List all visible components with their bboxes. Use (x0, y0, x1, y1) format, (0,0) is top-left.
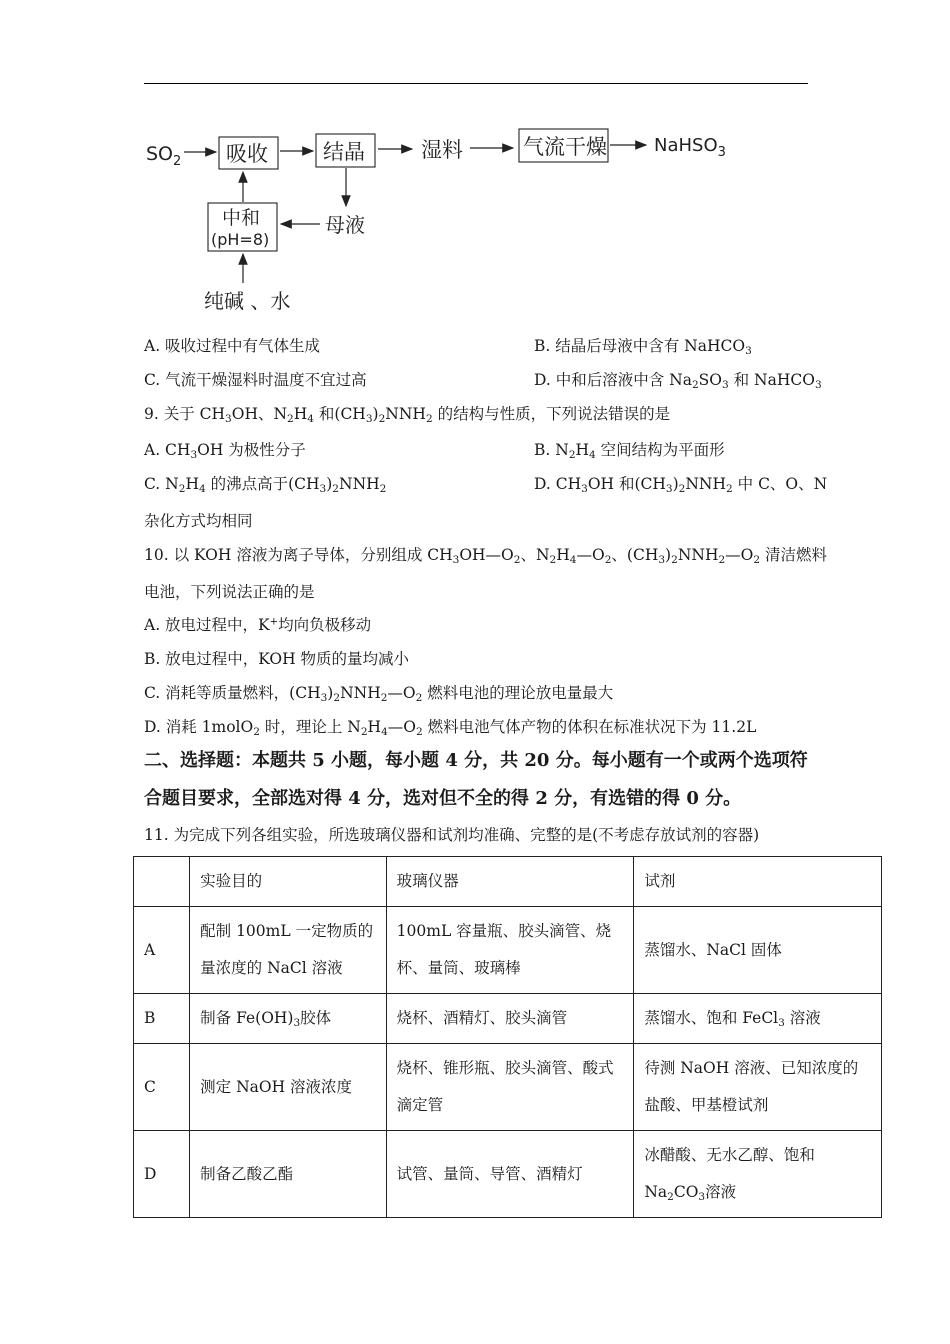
header-cell: 试剂 (634, 857, 882, 907)
q9-option-d: D. $CH_3OH$ 和$(CH_3)_2NNH_2$ 中 C、O、N (534, 475, 828, 495)
header-cell (134, 857, 190, 907)
absorb-label: 吸收 (226, 142, 268, 166)
q9-option-b: B. $N_2H_4$ 空间结构为平面形 (534, 441, 725, 461)
q9-option-d-cont: 杂化方式均相同 (144, 512, 253, 530)
q10-stem-line1: 10. 以 KOH 溶液为离子导体，分别组成 $CH_3OH—O_2$、$N_2H_4—O_2$、$(CH_3)_2NNH_2—O_2$ 清洁燃料 (144, 546, 828, 566)
q11-table (133, 856, 882, 1218)
row-label: A (134, 907, 190, 994)
soda-label: 纯碱 、水 (204, 289, 291, 313)
glass-cell: 试管、量筒、导管、酒精灯 (386, 1131, 634, 1218)
q8-option-b: B. 结晶后母液中含有 NaHCO$_3$ (534, 337, 752, 357)
header-cell: 实验目的 (190, 857, 387, 907)
q8-option-d: D. 中和后溶液中含 $Na_2SO_3$ 和 NaHCO$_3$ (534, 371, 822, 391)
reagent-cell: 蒸馏水、饱和 FeCl$_3$ 溶液 (634, 994, 882, 1044)
table-header-row (134, 857, 882, 907)
purpose-cell: 配制 100mL 一定物质的量浓度的 NaCl 溶液 (190, 907, 387, 994)
product-label: NaHSO$_3$ (654, 135, 726, 160)
q10-option-c: C. 消耗等质量燃料，$(CH_3)_2NNH_2—O_2$ 燃料电池的理论放电量最大 (144, 684, 614, 704)
top-rule (144, 83, 808, 84)
q8-option-a: A. 吸收过程中有气体生成 (144, 337, 321, 355)
row-label: B (134, 994, 190, 1044)
row-label: D (134, 1131, 190, 1218)
q11-stem: 11. 为完成下列各组实验，所选玻璃仪器和试剂均准确、完整的是(不考虑存放试剂的容器) (144, 826, 760, 844)
q9-stem: 9. 关于 $CH_3OH$、$N_2H_4$ 和$(CH_3)_2NNH_2$ 的结构与性质，下列说法错误的是 (144, 405, 671, 425)
q10-stem-line2: 电池，下列说法正确的是 (144, 583, 315, 601)
table-row (134, 907, 882, 994)
table-row (134, 994, 882, 1044)
q10-option-a: A. 放电过程中，K+均向负极移动 (144, 616, 372, 634)
reagent-cell: 待测 NaOH 溶液、已知浓度的盐酸、甲基橙试剂 (634, 1044, 882, 1131)
table-row (134, 1131, 882, 1218)
process-flow-diagram (140, 118, 740, 318)
q9-option-a: A. $CH_3OH$ 为极性分子 (144, 441, 306, 461)
reagent-cell: 冰醋酸、无水乙醇、饱和 $Na_2CO_3$溶液 (634, 1131, 882, 1218)
q10-option-b: B. 放电过程中，KOH 物质的量均减小 (144, 650, 410, 668)
section2-heading-line1: 二、选择题：本题共 5 小题，每小题 4 分，共 20 分。每小题有一个或两个选项符 (144, 750, 808, 771)
row-label: C (134, 1044, 190, 1131)
ph-label: (pH=8) (211, 230, 270, 249)
purpose-cell: 制备 $Fe(OH)_3$胶体 (190, 994, 387, 1044)
header-cell: 玻璃仪器 (386, 857, 634, 907)
wet-label: 湿料 (421, 138, 463, 162)
table-row (134, 1044, 882, 1131)
dry-label: 气流干燥 (523, 135, 607, 159)
q9-option-c: C. $N_2H_4$ 的沸点高于$(CH_3)_2NNH_2$ (144, 475, 387, 495)
glass-cell: 烧杯、酒精灯、胶头滴管 (386, 994, 634, 1044)
reagent-cell: 蒸馏水、NaCl 固体 (634, 907, 882, 994)
so2-label: $SO_2$ (146, 143, 182, 169)
mother-label: 母液 (325, 213, 365, 237)
glass-cell: 烧杯、锥形瓶、胶头滴管、酸式滴定管 (386, 1044, 634, 1131)
purpose-cell: 测定 NaOH 溶液浓度 (190, 1044, 387, 1131)
crystal-label: 结晶 (323, 140, 365, 164)
neutral-label: 中和 (222, 207, 261, 229)
q8-option-c: C. 气流干燥湿料时温度不宜过高 (144, 371, 367, 389)
glass-cell: 100mL 容量瓶、胶头滴管、烧杯、量筒、玻璃棒 (386, 907, 634, 994)
purpose-cell: 制备乙酸乙酯 (190, 1131, 387, 1218)
section2-heading-line2: 合题目要求，全部选对得 4 分，选对但不全的得 2 分，有选错的得 0 分。 (144, 788, 742, 809)
q10-option-d: D. 消耗 1molO$_2$ 时，理论上 $N_2H_4—O_2$ 燃料电池气体产物的体积在标准状况下为 11.2L (144, 718, 757, 738)
